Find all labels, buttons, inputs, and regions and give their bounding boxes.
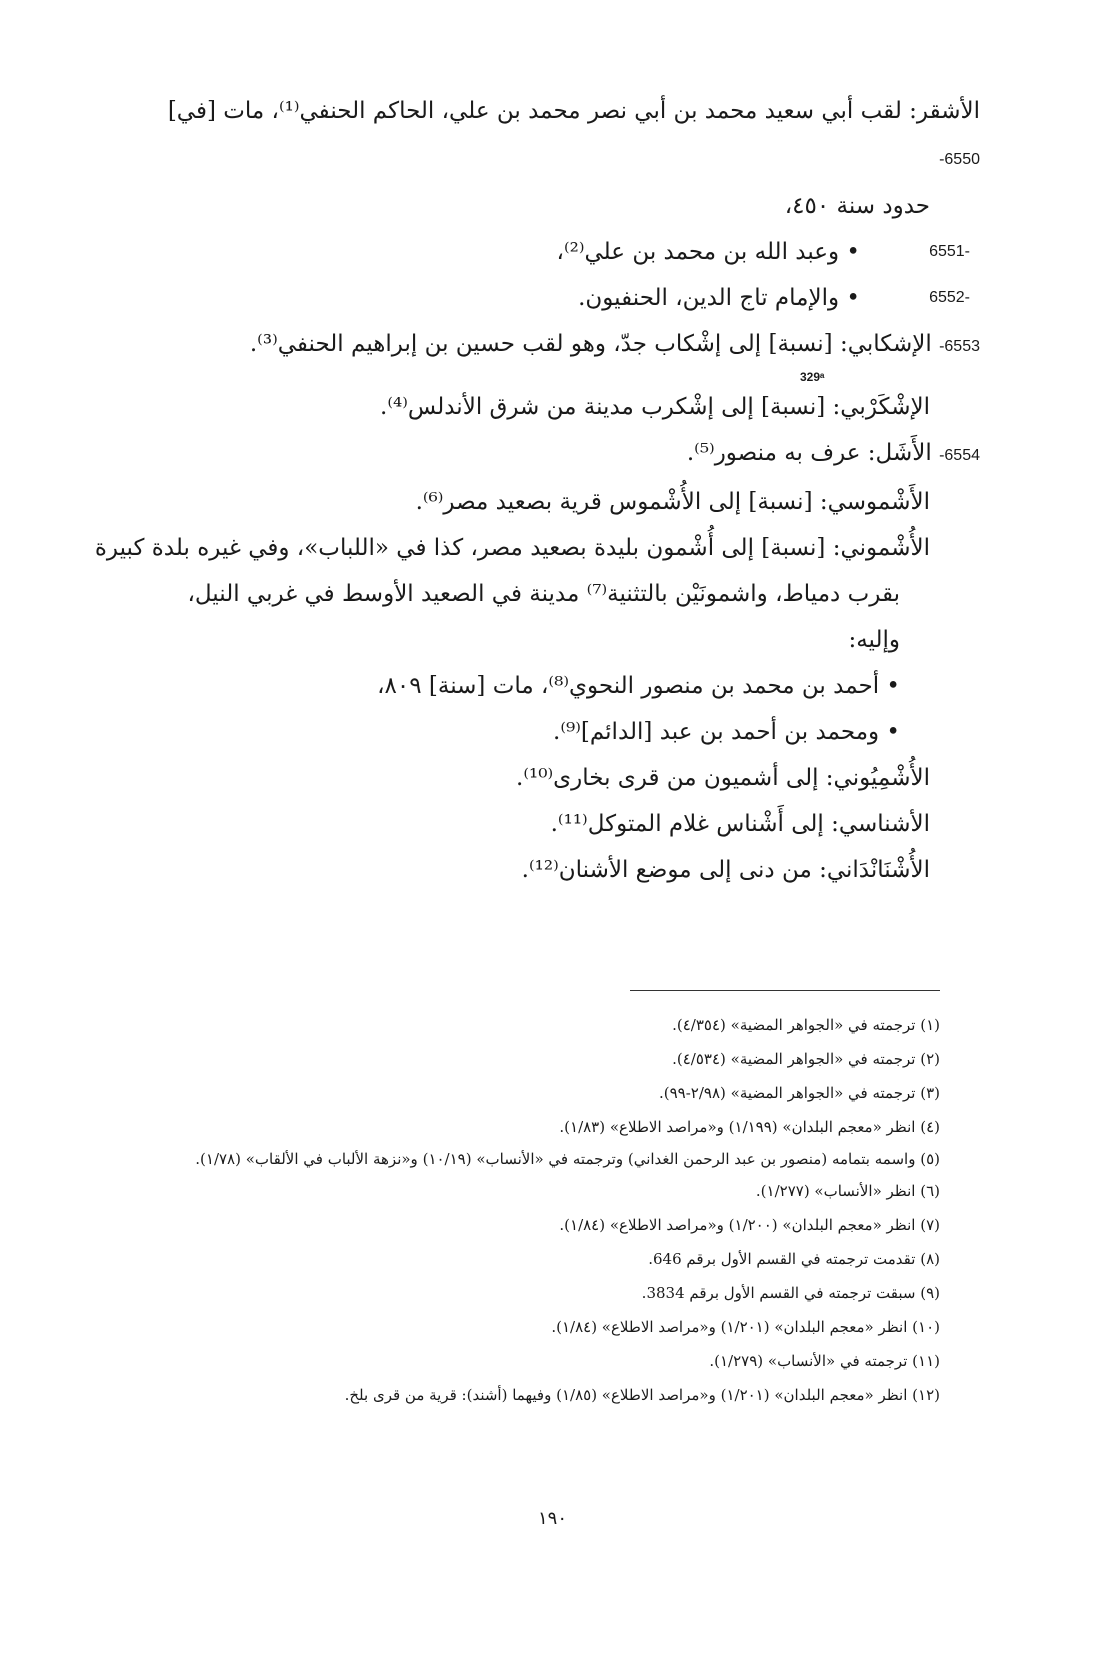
footnote: (٢) ترجمته في «الجواهر المضية» (٤/٥٣٤). xyxy=(672,1050,940,1068)
entry-6551 xyxy=(150,229,980,275)
footnote: (٩) سبقت ترجمته في القسم الأول برقم 3834. xyxy=(641,1284,940,1302)
entry-ushmiyuni xyxy=(150,755,980,801)
entry-muhammad-daim xyxy=(150,709,980,755)
entry-text: الإشكابي: [نسبة] إلى إشْكاب جدّ، وهو لقب حسين بن إبراهيم الحنفي⁽³⁾. xyxy=(249,331,932,357)
footnote: (١٢) انظر «معجم البلدان» (١/٢٠١) و«مراصد الاطلاع» (١/٨٥) وفيهما (أشند): قرية من قرى بلخ. xyxy=(344,1386,940,1404)
entry-text: الأشناسي: إلى أَشْناس غلام المتوكل⁽¹¹⁾. xyxy=(550,811,930,837)
entry-number: 6550- xyxy=(939,151,980,168)
entry-number: 6554- xyxy=(939,447,980,464)
entry-6552 xyxy=(150,275,980,321)
entries-list xyxy=(94,88,980,893)
footnote: (٤) انظر «معجم البلدان» (١/١٩٩) و«مراصد الاطلاع» (١/٨٣). xyxy=(559,1118,940,1136)
page-marker: 329ᵃ xyxy=(800,370,825,384)
entry-continuation: حدود سنة ٤٥٠، xyxy=(784,193,930,219)
entry-text: الأُشْموني: [نسبة] إلى أُشْمون بليدة بصعيد مصر، كذا في «اللباب»، وفي غيره بلدة كبيرة xyxy=(94,535,930,561)
entry-ahmad-nahwi xyxy=(150,663,980,709)
entry-text: الأُشْنَانْدَاني: من دنى إلى موضع الأشنان⁽¹²⁾. xyxy=(521,857,930,883)
entry-text: الأشقر: لقب أبي سعيد محمد بن أبي نصر محمد بن علي، الحاكم الحنفي⁽¹⁾، مات [في] xyxy=(167,98,980,124)
entry-continuation: بقرب دمياط، واشمونَيْن بالتثنية⁽⁷⁾ مدينة في الصعيد الأوسط في غربي النيل، وإليه: xyxy=(187,581,900,653)
footnote: (٦) انظر «الأنساب» (١/٢٧٧). xyxy=(755,1182,940,1200)
footnote: (٨) تقدمت ترجمته في القسم الأول برقم 646. xyxy=(648,1250,940,1268)
entry-number: -6552 xyxy=(929,289,970,306)
footnote: (١١) ترجمته في «الأنساب» (١/٢٧٩). xyxy=(709,1352,940,1370)
footnotes xyxy=(150,1008,940,1412)
entry-ashmusi xyxy=(150,479,980,525)
footnote: (٣) ترجمته في «الجواهر المضية» (٢/٩٨-٩٩). xyxy=(658,1084,940,1102)
footnote-separator xyxy=(630,990,940,991)
footnote: (٥) واسمه بتمامه (منصور بن عبد الرحمن الغداني) وترجمته في «الأنساب» (١٠/١٩) و«نزهة الألباب في الألقاب» (١/٧٨). xyxy=(195,1150,940,1168)
entry-6550 xyxy=(150,88,980,229)
entry-text: الأَشَل: عرف به منصور⁽⁵⁾. xyxy=(686,440,932,466)
entry-6554 xyxy=(150,430,980,479)
page-number: ١٩٠ xyxy=(537,1508,567,1529)
entry-text: • ومحمد بن أحمد بن عبد [الدائم]⁽⁹⁾. xyxy=(553,719,900,745)
entry-text: • والإمام تاج الدين، الحنفيون. xyxy=(578,285,860,311)
entry-text: الأُشْمِيُوني: إلى أشميون من قرى بخارى⁽¹⁰⁾. xyxy=(516,765,930,791)
entry-text: • أحمد بن محمد بن منصور النحوي⁽⁸⁾، مات [سنة] ٨٠٩، xyxy=(377,673,900,699)
entry-ushmuni xyxy=(94,525,980,663)
entry-ashnasi xyxy=(150,801,980,847)
entry-number: 6553- xyxy=(939,338,980,355)
entry-ushnandani xyxy=(150,847,980,893)
entry-6553 xyxy=(150,321,980,370)
entry-text: الإشْكَرْبي: [نسبة] إلى إشْكرب مدينة من شرق الأندلس⁽⁴⁾. xyxy=(380,394,930,420)
entry-text: • وعبد الله بن محمد بن علي⁽²⁾، xyxy=(556,239,860,265)
entry-number: -6551 xyxy=(929,243,970,260)
footnote: (٧) انظر «معجم البلدان» (١/٢٠٠) و«مراصد الاطلاع» (١/٨٤). xyxy=(559,1216,940,1234)
entry-ishkarbi xyxy=(150,384,980,430)
footnote: (١٠) انظر «معجم البلدان» (١/٢٠١) و«مراصد الاطلاع» (١/٨٤). xyxy=(551,1318,940,1336)
footnote: (١) ترجمته في «الجواهر المضية» (٤/٣٥٤). xyxy=(672,1016,940,1034)
entry-text: الأَشْموسي: [نسبة] إلى الأُشْموس قرية بصعيد مصر⁽⁶⁾. xyxy=(415,489,930,515)
